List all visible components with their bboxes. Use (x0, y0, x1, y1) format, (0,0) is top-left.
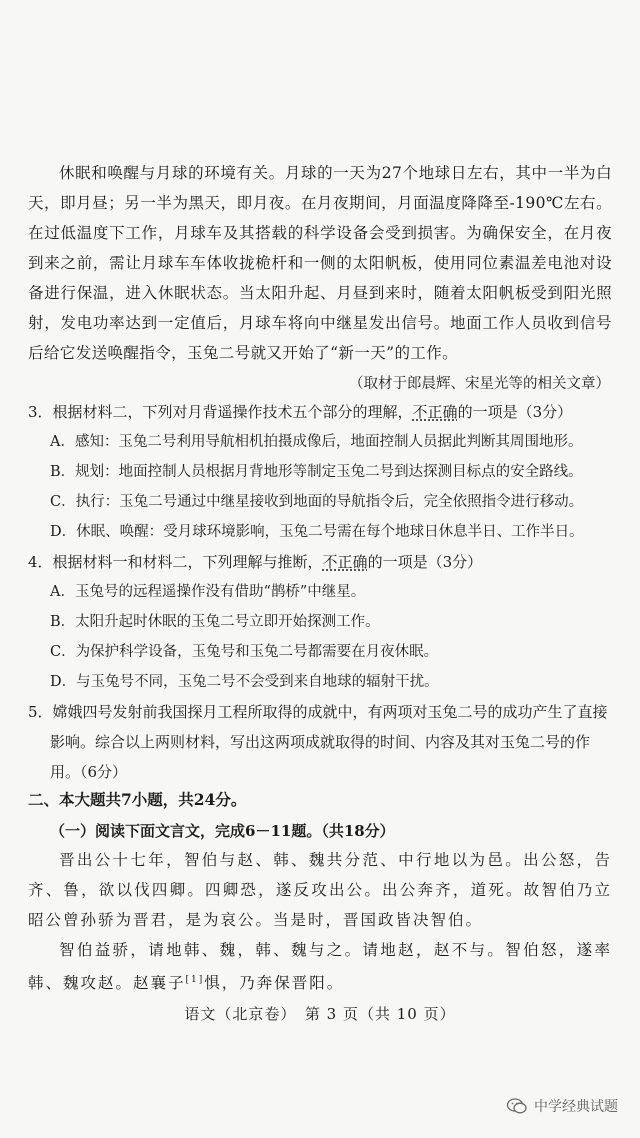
question-4-stem (28, 547, 612, 577)
section-two-title: 二、本大题共7小题，共24分。 (28, 790, 247, 809)
question-4-option-a: A．玉兔号的远程遥操作没有借助“鹊桥”中继星。 (50, 584, 366, 600)
classical-passage (28, 845, 612, 998)
question-3-option-a: A．感知：玉兔二号利用导航相机拍摄成像后，地面控制人员据此判断其周围地形。 (50, 434, 583, 450)
question-3-option-b: B．规划：地面控制人员根据月背地形等制定玉兔二号到达探测目标点的安全路线。 (50, 464, 583, 480)
question-4-option-b: B．太阳升起时休眠的玉兔二号立即开始探测工作。 (50, 614, 380, 630)
question-4-emphasis: 不正确 (322, 553, 368, 571)
question-5-text: 5．嫦娥四号发射前我国探月工程所取得的成就中，有两项对玉兔二号的成功产生了直接影响。综合以上两则材料，写出这两项成就取得的时间、内容及其对玉兔二号的作用。（6分） (28, 703, 608, 781)
question-4-stem-pre: 4．根据材料一和材料二，下列理解与推断， (28, 553, 323, 571)
material-source: （取材于郎晨辉、宋星光等的相关文章） (349, 376, 610, 392)
wechat-logo-icon (506, 1097, 528, 1115)
question-3-stem (28, 397, 612, 427)
question-4 (28, 547, 612, 697)
question-4-option-c: C．为保护科学设备，玉兔号和玉兔二号都需要在月夜休眠。 (50, 644, 439, 660)
page-footer: 语文（北京卷） 第 3 页（共 10 页） (184, 1005, 456, 1023)
material-two-paragraph: 休眠和唤醒与月球的环境有关。月球的一天为27个地球日左右，其中一半为白天，即月昼；另一半为黑天，即月夜。在月夜期间，月面温度降降至-190℃左右。在过低温度下工作，月球车及其搭载的科学设备会受到损害。为确保安全，在月夜到来之前，需让月球车车体收拢桅杆和一侧的太阳帆板，使用同位素温差电池对设备进行保温，进入休眠状态。当太阳升起、月昼到来时，随着太阳帆板受到阳光照射，发电功率达到一定值后，月球车将向中继星发出信号。地面工作人员收到信号后给它发送唤醒指令，玉兔二号就又开始了“新一天”的工作。 (28, 164, 612, 362)
watermark-text: 中学经典试题 (534, 1099, 618, 1115)
section-two-subtitle: （一）阅读下面文言文，完成6－11题。（共18分） (50, 822, 395, 840)
question-4-option-d: D．与玉兔号不同，玉兔二号不会受到来自地球的辐射干扰。 (50, 674, 439, 690)
watermark (506, 1096, 618, 1116)
classical-paragraph-2-a: 智伯益骄，请地韩、魏，韩、魏与之。请地赵，赵不与。智伯怒，遂率韩、魏攻赵。赵襄子 (28, 941, 612, 993)
question-3-option-d: D．休眠、唤醒：受月球环境影响，玉兔二号需在每个地球日休息半日、工作半日。 (50, 524, 584, 540)
question-3-stem-post: 的一项是（3分） (457, 403, 573, 421)
question-4-stem-post: 的一项是（3分） (367, 553, 483, 571)
question-3-option-c: C．执行：玉兔二号通过中继星接收到地面的导航指令后，完全依照指令进行移动。 (50, 494, 584, 510)
material-two-passage (28, 158, 612, 368)
classical-paragraph-2 (28, 935, 612, 998)
section-two-subtitle-wrap (50, 820, 610, 841)
question-5 (28, 697, 612, 787)
question-3-emphasis: 不正确 (412, 403, 458, 421)
question-3-stem-pre: 3．根据材料二，下列对月背遥操作技术五个部分的理解， (28, 403, 413, 421)
classical-paragraph-1: 晋出公十七年，智伯与赵、韩、魏共分范、中行地以为邑。出公怒，告齐、鲁，欲以伐四卿。四卿恐，遂反攻出公。出公奔齐，道死。故智伯乃立昭公曾孙骄为晋君，是为哀公。当是时，晋国政皆决智伯。 (28, 851, 612, 929)
footnote-marker: [1] (185, 975, 205, 985)
question-3 (28, 397, 612, 547)
section-two (28, 788, 612, 810)
classical-paragraph-2-b: 惧，乃奔保晋阳。 (204, 974, 345, 993)
